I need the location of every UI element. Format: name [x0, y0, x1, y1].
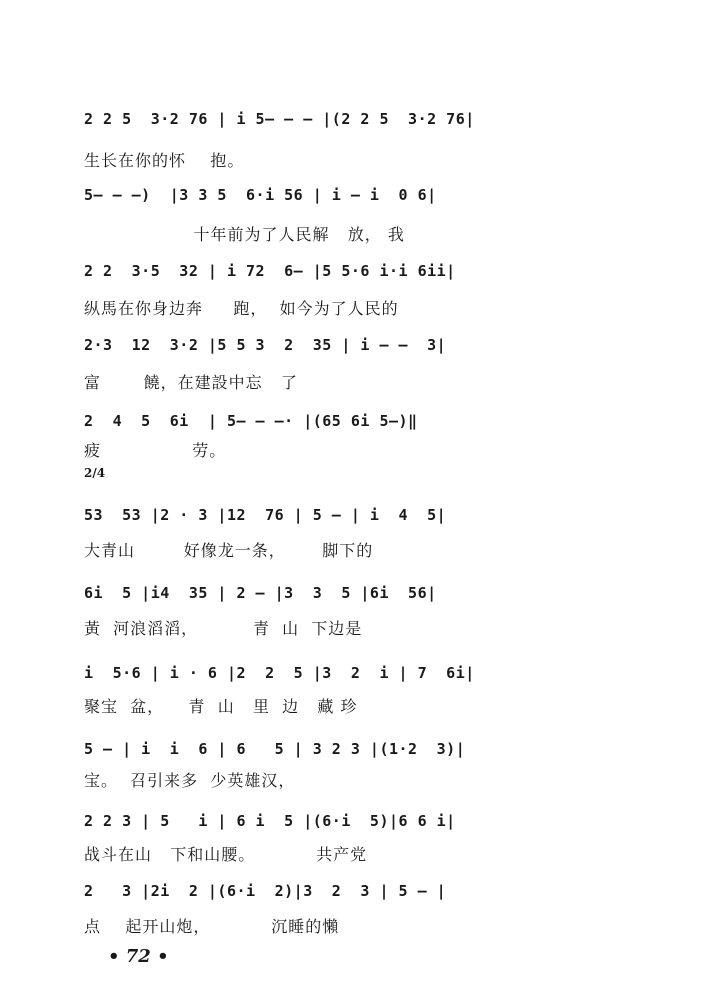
notation-line-3: 2 2 3·5 32 | i 72 6— |5 5·6 i·i 6ii|: [84, 262, 456, 280]
lyric-line-5: 疲 劳。: [84, 441, 227, 460]
lyric-line-8: 聚宝 盆， 青 山 里 边 藏 珍: [84, 697, 358, 716]
notation-line-6: 53 53 |2 · 3 |12 76 | 5 — | i 4 5|: [84, 506, 447, 524]
lyric-line-11: 点 起开山炮， 沉睡的懶: [84, 917, 340, 936]
notation-line-11: 2 3 |2i 2 |(6·i 2)|3 2 3 | 5 — |: [84, 882, 447, 900]
notation-line-4: 2·3 12 3·2 |5 5 3 2 35 | i — — 3|: [84, 336, 447, 354]
notation-line-9: 5 — | i i 6 | 6 5 | 3 2 3 |(1·2 3)|: [84, 740, 466, 758]
notation-line-1: 2 2 5 3·2 76 | i 5— — — |(2 2 5 3·2 76|: [84, 110, 475, 128]
lyric-line-9: 宝。 召引来多 少英雄汉，: [84, 771, 296, 790]
lyric-line-2: 十年前为了人民解 放， 我: [84, 225, 405, 244]
lyric-line-4: 富 饒，在建設中忘 了: [84, 373, 298, 392]
page-number: • 72 •: [108, 946, 169, 967]
lyric-line-1: 生长在你的怀 抱。: [84, 151, 245, 170]
notation-line-5: 2 4 5 6i | 5— — —· |(65 6i 5—)‖: [84, 412, 418, 430]
notation-line-8: i 5·6 | i · 6 |2 2 5 |3 2 i | 7 6i|: [84, 664, 475, 682]
lyric-line-3: 纵馬在你身边奔 跑， 如今为了人民的: [84, 299, 399, 318]
lyric-line-7: 黃 河浪滔滔， 青 山 下边是: [84, 619, 363, 638]
notation-line-2: 5— — —) |3 3 5 6·i 56 | i — i 0 6|: [84, 186, 437, 204]
notation-line-7: 6i 5 |i4 35 | 2 — |3 3 5 |6i 56|: [84, 584, 437, 602]
time-signature: 2/4: [84, 466, 106, 480]
notation-line-10: 2 2 3 | 5 i | 6 i 5 |(6·i 5)|6 6 i|: [84, 812, 456, 830]
lyric-line-6: 大青山 好像龙一条， 脚下的: [84, 541, 374, 560]
lyric-line-10: 战斗在山 下和山腰。 共产党: [84, 845, 368, 864]
